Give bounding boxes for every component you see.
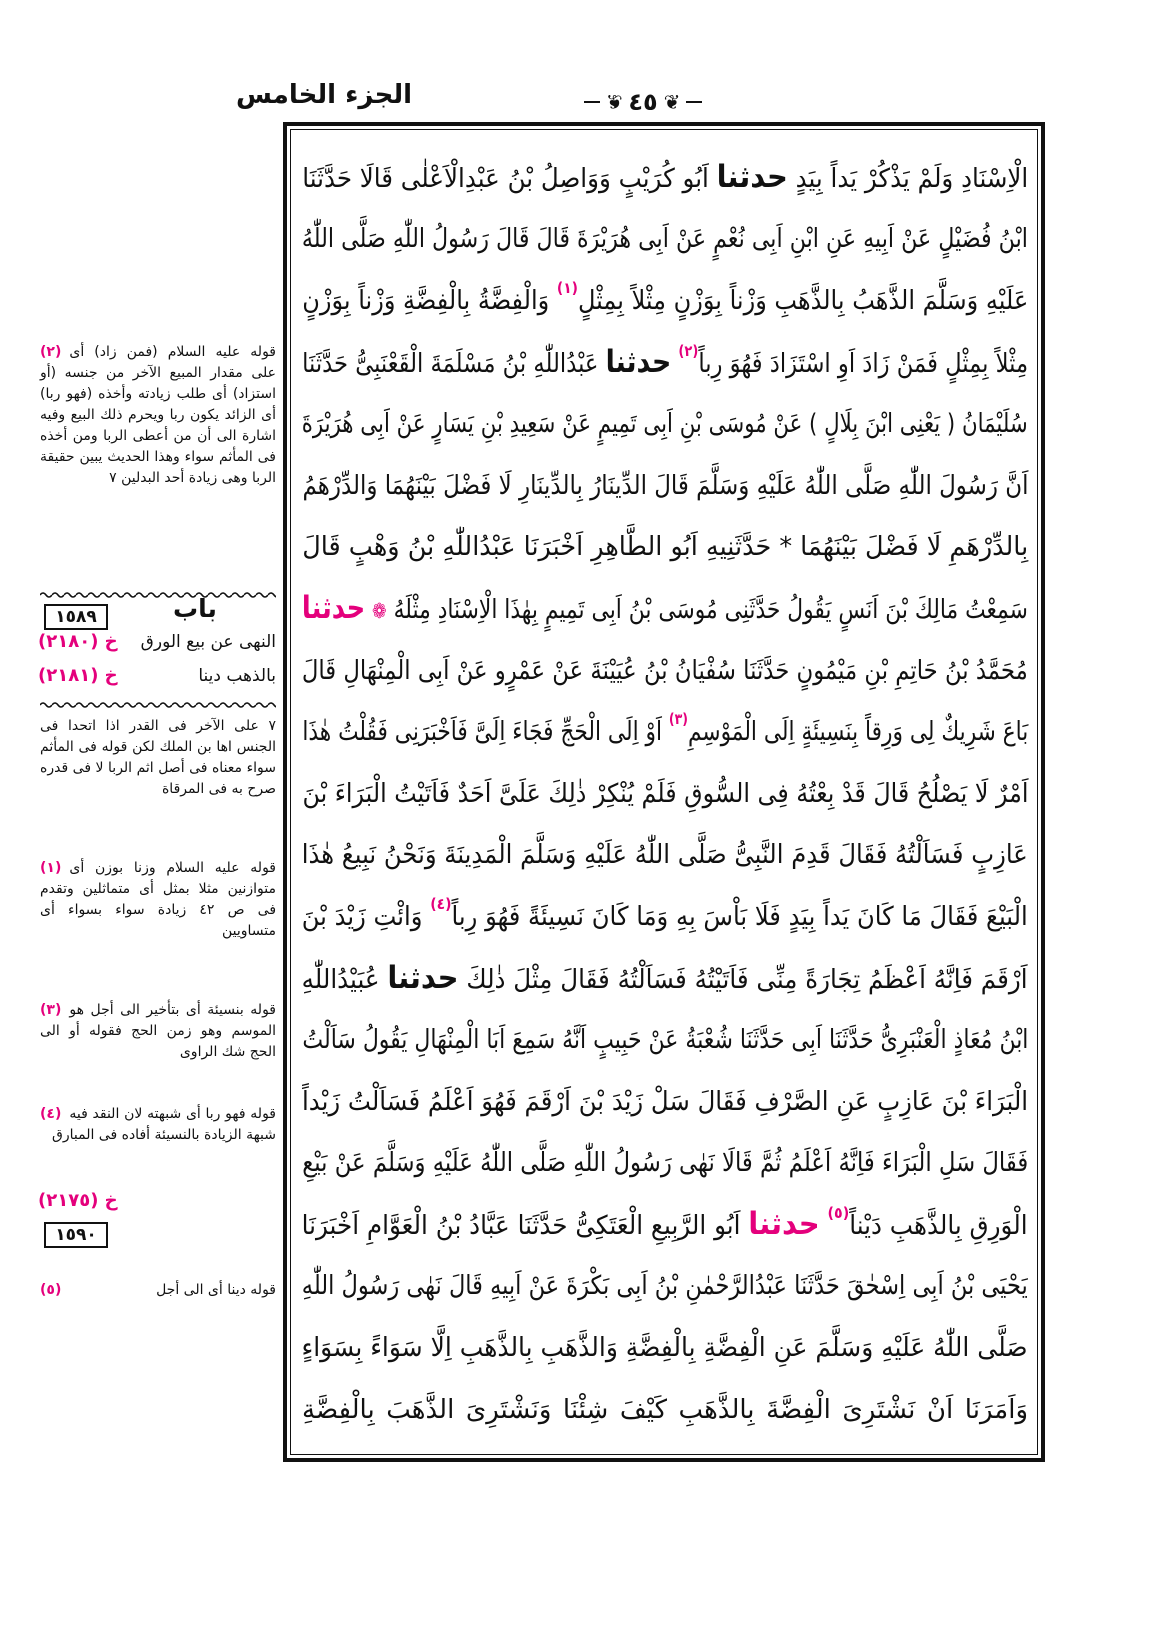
chapter-title-line-2: بالذهب دينا [198, 666, 276, 686]
ornament-dash [584, 101, 600, 103]
text-line-content [302, 1333, 1028, 1363]
text-line [300, 640, 1028, 702]
text-line-content [302, 278, 1028, 316]
fleuron-icon: ❦ [663, 90, 681, 114]
hadith-text: وَاَمَرَنَا اَنْ نَشْتَرِىَ الْفِضَّةَ بِالذَّهَبِ كَيْفَ شِئْنَا وَنَشْتَرِىَ الذَّهَبَ بِالْفِضَّةِ [302, 1394, 1028, 1425]
hadith-text: مُحَمَّدُ بْنُ حَاتِمِ بْنِ مَيْمُونٍ حَدَّثَنَا سُفْيَانُ بْنُ عُيَيْنَةَ عَنْ عَمْرٍو عَنْ اَبِى الْمِنْهَالِ قَالَ [302, 655, 1028, 686]
text-line-content [302, 1148, 1028, 1178]
hadith-text-block [300, 147, 1028, 1440]
text-line-content [302, 894, 1028, 932]
haddathana-word: حدثنا [387, 961, 459, 997]
text-line-content [302, 1025, 1028, 1055]
hadith-text: عُبَيْدُاللّٰهِ [302, 965, 388, 996]
hadith-text: اَوْ اِلَى الْحَجِّ فَجَاءَ اِلَىَّ فَاَخْبَرَنِى فَقُلْتُ هٰذَا [302, 717, 669, 748]
footnote-reference: (٣) [668, 710, 688, 729]
text-line [300, 147, 1028, 209]
text-line [300, 393, 1028, 455]
footnote-2-continued [40, 716, 276, 800]
hadith-text: الْاِسْنَادِ وَلَمْ يَذْكُرْ يَداً بِيَدٍ [787, 164, 1028, 195]
footnote-3-marker: (٣) [40, 1002, 62, 1018]
footnote-2 [40, 342, 276, 489]
hadith-number-box: ١٥٨٩ [44, 604, 108, 630]
hadith-text: مِثْلاً بِمِثْلٍ فَمَنْ زَادَ اَوِ اسْتَزَادَ فَهُوَ رِباً [698, 349, 1028, 380]
footnote-2-text: قوله عليه السلام (فمن زاد) أى على مقدار المبيع الآخر من جنسه (أو استزاد) أى طلب زيادته وأخذه (فهو ربا) أى الزائد يكون ربا ويحرم ذلك البيع وفيه اشارة الى أن من أعطى الربا ومن أخذه فى المأثم سواء وهذا الحديث يبين حقيقة الربا وهى زيادة أحد البدلين ٧ [40, 344, 276, 486]
footnote-2-marker: (٢) [40, 344, 62, 360]
text-line [300, 1317, 1028, 1379]
text-line [300, 1009, 1028, 1071]
hadith-number-box: ١٥٩٠ [44, 1222, 108, 1248]
chapter-heading: باب [173, 594, 217, 623]
haddathana-word-highlighted: حدثنا [302, 591, 366, 627]
text-line-content [302, 591, 1028, 626]
footnote-reference: (٢) [678, 342, 699, 361]
text-line [300, 1256, 1028, 1318]
part-title: الجزء الخامس [236, 80, 412, 110]
hadith-text: عَازِبٍ فَسَاَلْتُهُ فَقَالَ قَدِمَ النَّبِىُّ صَلَّى اللّٰهُ عَلَيْهِ وَسَلَّمَ الْمَدِينَةَ وَنَحْنُ نَبِيعُ هٰذَا [302, 840, 1028, 871]
hadith-text: صَلَّى اللّٰهُ عَلَيْهِ وَسَلَّمَ عَنِ الْفِضَّةِ بِالْفِضَّةِ وَالذَّهَبِ بِالذَّهَبِ اِلَّا سَوَاءً بِسَوَاءٍ [302, 1333, 1028, 1364]
text-line [300, 701, 1028, 763]
text-line-content [302, 840, 1028, 870]
hadith-text: بِالدِّرْهَمِ لَا فَضْلَ بَيْنَهُمَا * حَدَّثَنِيهِ اَبُو الطَّاهِرِ اَخْبَرَنَا عَبْدُاللّٰهِ بْنُ وَهْبٍ قَالَ [302, 532, 1028, 563]
footnote-3-text: قوله بنسيئة أى بتأخير الى أجل هو الموسم وهو زمن الحج فقوله أو الى الحج شك الراوى [40, 1002, 276, 1060]
footnote-1 [40, 858, 276, 942]
text-line-content [302, 342, 1028, 381]
text-line [300, 455, 1028, 517]
text-line-content [302, 1204, 1028, 1243]
hadith-text: يَحْيَى بْنُ اَبِى اِسْحٰقَ حَدَّثَنَا عَبْدُالرَّحْمٰنِ بْنُ اَبِى بَكْرَةَ عَنْ اَبِيهِ قَالَ نَهٰى رَسُولُ اللّٰهِ [302, 1271, 1028, 1302]
text-line [300, 332, 1028, 394]
haddathana-word: حدثنا [605, 345, 672, 381]
footnote-3 [40, 1000, 276, 1063]
text-line-content [302, 779, 1028, 809]
hadith-text: فَقَالَ سَلِ الْبَرَاءَ فَاِنَّهُ اَعْلَمُ ثُمَّ قَالَا نَهٰى رَسُولُ اللّٰهِ صَلَّى اللّٰهُ عَلَيْهِ وَسَلَّمَ عَنْ بَيْعِ [302, 1148, 1028, 1179]
hadith-text: عَبْدُاللّٰهِ بْنُ مَسْلَمَةَ الْقَعْنَبِىُّ حَدَّثَنَا [302, 349, 606, 380]
flower-ornament-icon: ❁ [372, 599, 387, 624]
hadith-text: وَائْتِ زَيْدَ بْنَ [302, 901, 431, 932]
text-line-content [302, 656, 1028, 686]
footnote-5-marker: (٥) [40, 1282, 62, 1298]
haddathana-word-highlighted: حدثنا [748, 1207, 821, 1243]
hadith-text: اَمْرٌ لَا يَصْلُحُ قَالَ قَدْ بِعْتُهُ فِى السُّوقِ فَلَمْ يُنْكِرْ ذٰلِكَ عَلَىَّ اَحَدٌ فَاَتَيْتُ الْبَرَاءَ بْنَ [302, 778, 1028, 809]
footnote-4-marker: (٤) [40, 1106, 62, 1122]
hadith-text: اَنَّ رَسُولَ اللّٰهِ صَلَّى اللّٰهُ عَلَيْهِ وَسَلَّمَ قَالَ الدِّينَارُ بِالدِّينَارِ لَا فَضْلَ بَيْنَهُمَا وَالدِّرْهَمُ [302, 470, 1028, 501]
text-line [300, 1194, 1028, 1256]
text-line-content [302, 532, 1028, 562]
haddathana-word: حدثنا [716, 160, 788, 196]
hadith-text: ابْنُ فُضَيْلٍ عَنْ اَبِيهِ عَنِ ابْنِ اَبِى نُعْمٍ عَنْ اَبِى هُرَيْرَةَ قَالَ قَالَ رَسُولُ اللّٰهِ صَلَّى اللّٰهُ [302, 224, 1028, 255]
text-line [300, 1379, 1028, 1441]
text-line-content [302, 224, 1028, 254]
hadith-text: سَمِعْتُ مَالِكَ بْنَ اَنَسٍ يَقُولُ حَدَّثَنِى مُوسَى بْنُ اَبِى تَمِيمٍ بِهٰذَا الْاِسْنَادِ مِثْلَهُ [386, 595, 1028, 626]
cross-reference-3: خ (٢١٧٥) [38, 1190, 118, 1211]
chapter-title-line-1: النهى عن بيع الورق [140, 632, 276, 652]
footnote-reference: (١) [556, 278, 578, 297]
cross-reference-1: خ (٢١٨٠) [38, 631, 118, 652]
text-line [300, 1071, 1028, 1133]
hadith-text: اَبُو الرَّبِيعِ الْعَتَكِىُّ حَدَّثَنَا عَبَّادُ بْنُ الْعَوَّامِ اَخْبَرَنَا [302, 1211, 749, 1242]
footnote-5 [40, 1280, 276, 1301]
text-line [300, 578, 1028, 640]
text-line [300, 209, 1028, 271]
text-line-content [302, 471, 1028, 501]
footnote-2-continued-text: ٧ على الآخر فى القدر اذا اتحدا فى الجنس اها بن الملك لكن قوله فى المأثم سواء معناه فى أصل اثم الربا لا فى قدره صرح به فى المرقاة [40, 718, 276, 797]
text-line-content [302, 1271, 1028, 1301]
footnote-5-text: قوله دينا أى الى أجل [156, 1282, 276, 1298]
footnote-4-text: قوله فهو ربا أى شبهته لان النقد فيه شبهة الزيادة بالنسيئة أفاده فى المبارق [51, 1106, 276, 1143]
page-number-ornament [572, 82, 714, 122]
footnote-reference: (٥) [827, 1204, 850, 1223]
hadith-text: الْبَرَاءَ بْنَ عَازِبٍ عَنِ الصَّرْفِ فَقَالَ سَلْ زَيْدَ بْنَ اَرْقَمَ فَهُوَ اَعْلَمُ فَسَاَلْتُ زَيْداً [302, 1086, 1028, 1117]
text-line [300, 948, 1028, 1010]
footnote-4 [40, 1104, 276, 1146]
footnote-1-text: قوله عليه السلام وزنا بوزن أى متوازنين مثلا بمثل أى متماثلين وتقدم فى ص ٤٢ زيادة سواء بسواء أى متساويين [40, 860, 277, 939]
wavy-divider [40, 700, 276, 710]
footnote-reference: (٤) [430, 894, 452, 913]
hadith-text: سُلَيْمَانُ ( يَعْنِى ابْنَ بِلَالٍ ) عَنْ مُوسَى بْنِ اَبِى تَمِيمٍ عَنْ سَعِيدِ بْنِ يَسَارٍ عَنْ اَبِى هُرَيْرَةَ [302, 409, 1028, 440]
fleuron-icon: ❦ [605, 90, 623, 114]
hadith-text: الْوَرِقِ بِالذَّهَبِ دَيْناً [849, 1211, 1028, 1242]
text-line [300, 886, 1028, 948]
hadith-text: اَرْقَمَ فَاِنَّهُ اَعْظَمُ تِجَارَةً مِنِّى فَاَتَيْتُهُ فَسَاَلْتُهُ فَقَالَ مِثْلَ ذٰلِكَ [458, 965, 1028, 996]
text-line-content [302, 160, 1028, 195]
hadith-text: وَالْفِضَّةُ بِالْفِضَّةِ وَزْناً بِوَزْنٍ [302, 285, 557, 316]
footnote-1-marker: (١) [40, 860, 62, 876]
text-line [300, 1133, 1028, 1195]
hadith-text: اَبُو كُرَيْبٍ وَوَاصِلُ بْنُ عَبْدِالْاَعْلٰى قَالَا حَدَّثَنَا [302, 164, 717, 195]
text-line [300, 517, 1028, 579]
hadith-text: عَلَيْهِ وَسَلَّمَ الذَّهَبُ بِالذَّهَبِ وَزْناً بِوَزْنٍ مِثْلاً بِمِثْلٍ [577, 285, 1028, 316]
text-line [300, 270, 1028, 332]
hadith-text: الْبَيْعَ فَقَالَ مَا كَانَ يَداً بِيَدٍ فَلَا بَاْسَ بِهِ وَمَا كَانَ نَسِيئَةً فَهُوَ رِباً [451, 901, 1028, 932]
text-line-content [302, 409, 1028, 439]
text-line [300, 763, 1028, 825]
hadith-text: ابْنُ مُعَاذٍ الْعَنْبَرِىُّ حَدَّثَنَا اَبِى حَدَّثَنَا شُعْبَةُ عَنْ حَبِيبٍ اَنَّهُ سَمِعَ اَبَا الْمِنْهَالِ يَقُولُ سَاَلْتُ [302, 1025, 1028, 1056]
text-line-content [302, 710, 1028, 748]
page-number: ٤٥ [628, 88, 658, 116]
cross-reference-2: خ (٢١٨١) [38, 665, 118, 686]
text-line-content [302, 1395, 1028, 1425]
ornament-dash [686, 101, 702, 103]
hadith-text: بَاعَ شَرِيكٌ لِى وَرِقاً بِنَسِيئَةٍ اِلَى الْمَوْسِمِ [687, 717, 1028, 748]
text-line-content [302, 1087, 1028, 1117]
text-line [300, 825, 1028, 887]
text-line-content [302, 961, 1028, 996]
